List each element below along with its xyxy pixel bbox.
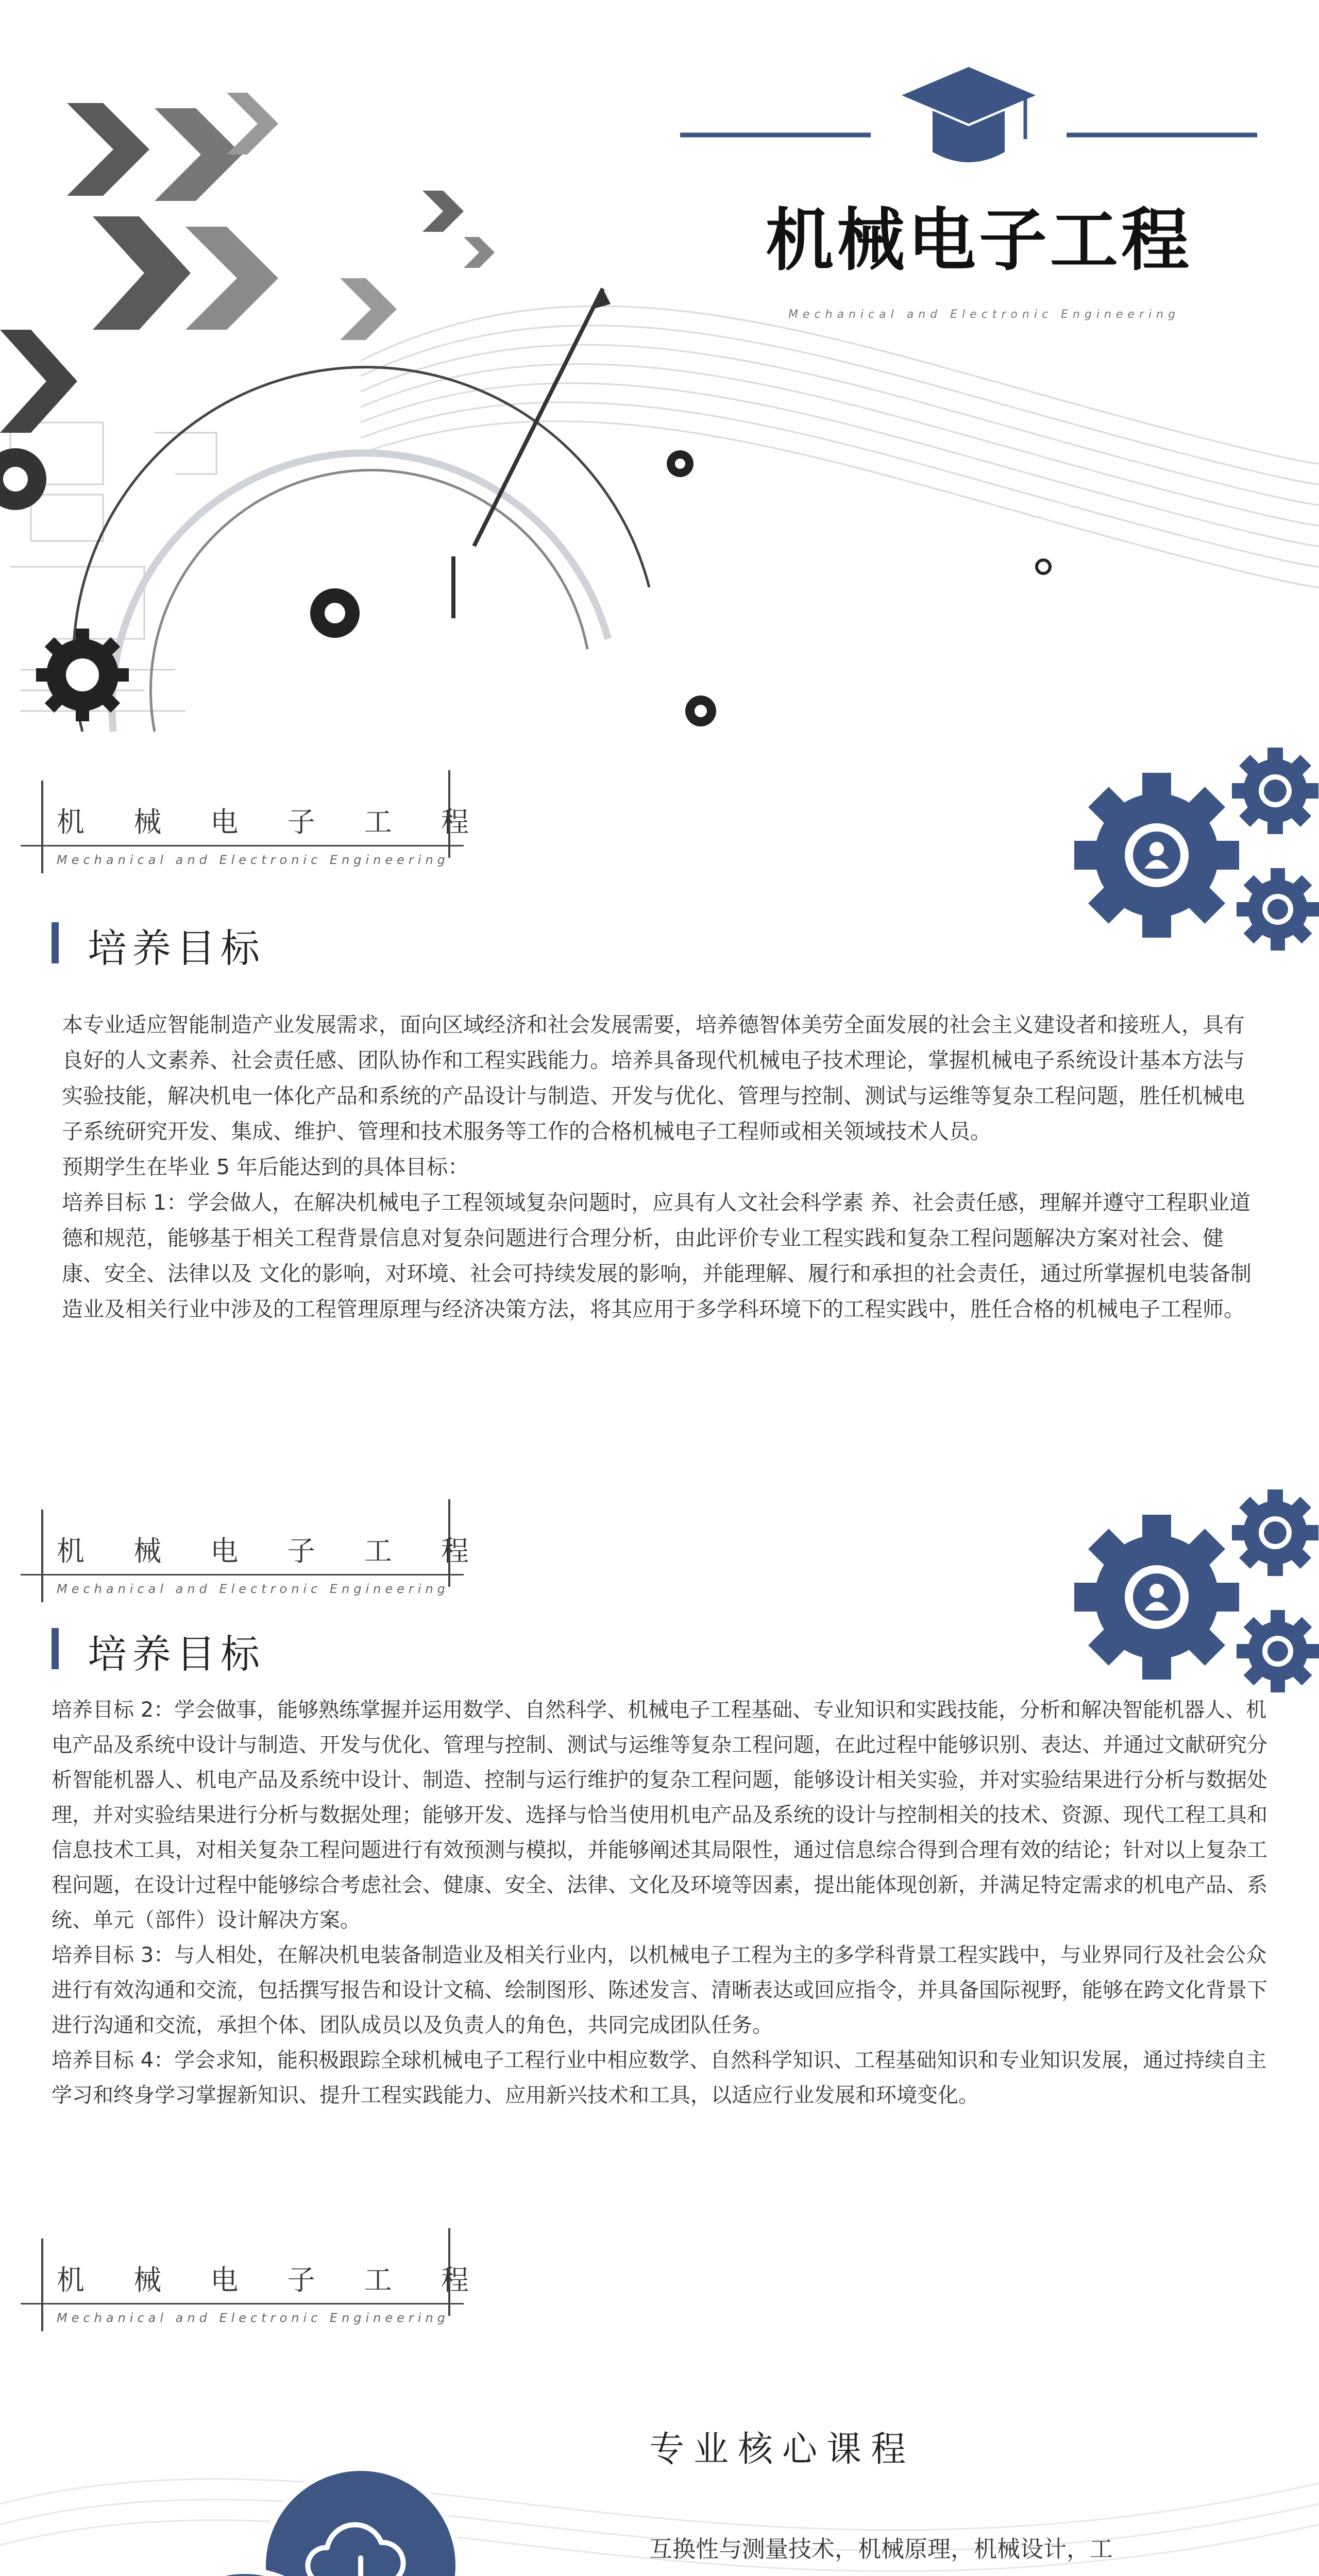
page-subtitle: Mechanical and Electronic Engineering <box>788 308 1180 321</box>
goal-4: 培养目标 4：学会求知，能积极跟踪全球机械电子工程行业中相应数学、自然科学知识、工程基础知识和专业知识发展，通过持续自主学习和终身学习掌握新知识、提升工程实践能力、应用新兴技术和工具，以适应行业发展和环境变化。 <box>52 2048 1267 2107</box>
goal-3: 培养目标 3：与人相处，在解决机电装备制造业及相关行业内，以机械电子工程为主的多学科背景工程实践中，与业界同行及社会公众进行有效沟通和交流，包括撰写报告和设计文稿、绘制图形、陈述发言、清晰表达或回应指令，并具备国际视野，能够在跨文化背景下进行沟通和交流，承担个体、团队成员以及负责人的角色，共同完成团队任务。 <box>52 1943 1267 2037</box>
heading-accent-bar <box>52 922 59 963</box>
gear-cluster-icon <box>1072 742 1319 979</box>
heading-accent-bar <box>52 1628 59 1669</box>
graduation-cap-icon <box>902 67 1036 162</box>
hero-illustration <box>0 0 1319 762</box>
section-label: 机 械 电 子 工 程 Mechanical and Electronic Engineering <box>21 1499 484 1618</box>
goal-2: 培养目标 2：学会做事，能够熟练掌握并运用数学、自然科学、机械电子工程基础、专业知识和实践技能，分析和解决智能机器人、机电产品及系统中设计与制造、开发与优化、管理与控制、测试与运维等复杂工程问题，在此过程中能够识别、表达、并通过文献研究分析智能机器人、机电产品及系统中设计、制造、控制与运行维护的复杂工程问题，能够设计相关实验，并对实验结果进行分析与数据处理，并对实验结果进行分析与数据处理；能够开发、选择与恰当使用机电产品及系统的设计与控制相关的技术、资源、现代工程工具和信息技术工具，对相关复杂工程问题进行有效预测与模拟，并能够阐述其局限性，通过信息综合得到合理有效的结论；针对以上复杂工程问题，在设计过程中能够综合考虑社会、健康、安全、法律、文化及环境等因素，提出能体现创新，并满足特定需求的机电产品、系统、单元（部件）设计解决方案。 <box>52 1698 1267 1932</box>
section-label: 机 械 电 子 工 程 Mechanical and Electronic Engineering <box>21 2228 484 2347</box>
courses-title: 专业核心课程 <box>649 2429 916 2470</box>
goals-intro: 本专业适应智能制造产业发展需求，面向区域经济和社会发展需要，培养德智体美劳全面发展的社会主义建设者和接班人，具有良好的人文素养、社会责任感、团队协作和工程实践能力。培养具备现代机械电子技术理论，掌握机械电子系统设计基本方法与实验技能，解决机电一体化产品和系统的产品设计与制造、开发与优化、管理与控制、测试与运维等复杂工程问题，胜任机械电子系统研究开发、集成、维护、管理和技术服务等工作的合格机械电子工程师或相关领域技术人员。 <box>62 1012 1245 1144</box>
goals-heading: 培养目标 <box>52 917 265 973</box>
goal-1: 培养目标 1：学会做人，在解决机械电子工程领域复杂问题时，应具有人文社会科学素 养、社会责任感，理解并遵守工程职业道德和规范，能够基于相关工程背景信息对复杂问题进行合理分析，由此评价专业工程实践和复杂工程问题解决方案对社会、健康、安全、法律以及 文化的影响，对环境、社会可持续发展的影响，并能理解、履行和承担的社会责任，通过所掌握机电装备制造业及相关行业中涉及的工程管理原理与经济决策方法，将其应用于多学科环境下的工程实践中，胜任合格的机械电子工程师。 <box>62 1190 1252 1321</box>
goals-text <box>52 1692 1267 2113</box>
page-title: 机械电子工程 <box>766 201 1192 280</box>
section-label <box>21 770 484 889</box>
course-circles <box>129 2463 593 2576</box>
goals-text <box>62 1007 1262 1327</box>
section-label-cn: 机 械 电 子 工 程 <box>57 806 469 838</box>
gear-cluster-icon <box>1072 1484 1319 1721</box>
goals-heading: 培养目标 <box>52 1623 265 1679</box>
section-label-en: Mechanical and Electronic Engineering <box>57 853 449 867</box>
courses-text: 互换性与测量技术，机械原理，机械设计，工 <box>649 2535 1113 2563</box>
goals-expected: 预期学生在毕业 5 年后能达到的具体目标： <box>62 1155 469 1179</box>
